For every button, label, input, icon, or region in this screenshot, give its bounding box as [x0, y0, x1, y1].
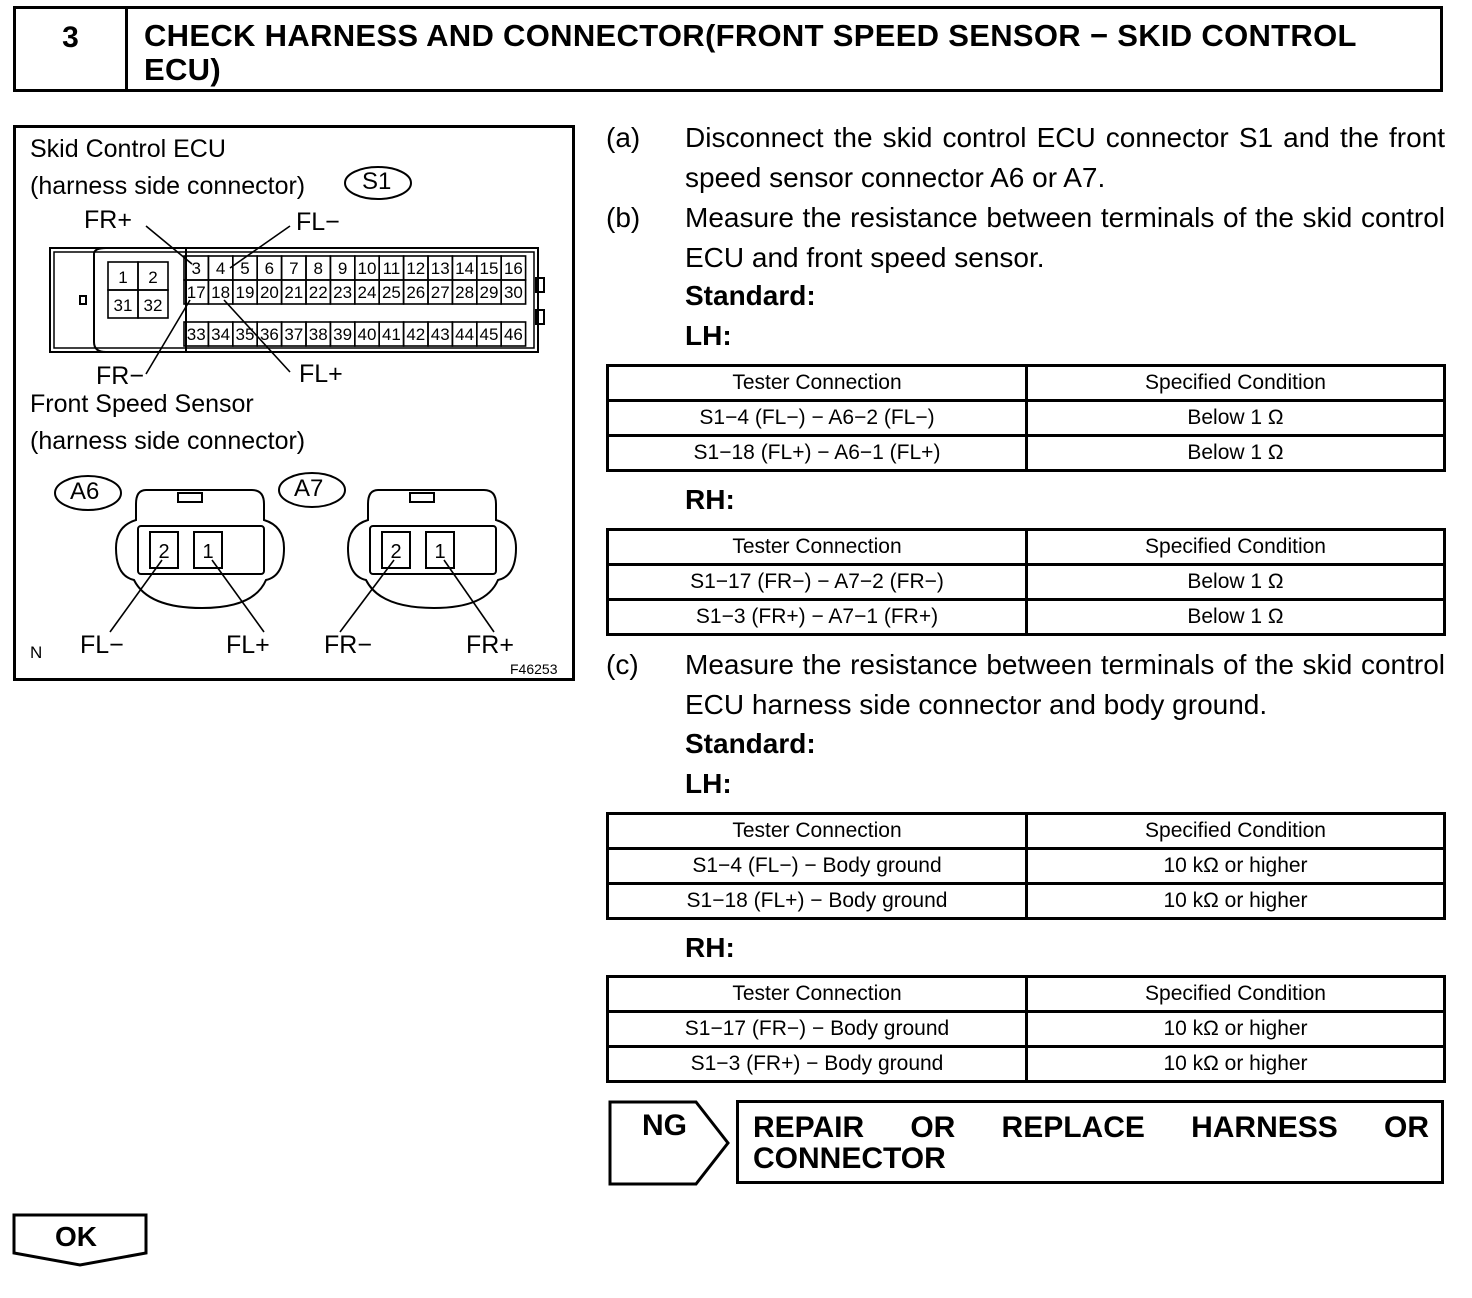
cell: S1−4 (FL−) − Body ground — [608, 849, 1027, 884]
cell: S1−4 (FL−) − A6−2 (FL−) — [608, 401, 1027, 436]
lh-label-b: LH: — [685, 320, 732, 351]
a6-pin-1: 1 — [202, 541, 214, 563]
cell: S1−3 (FR+) − A7−1 (FR+) — [608, 600, 1027, 635]
ok-arrow — [12, 1213, 152, 1274]
ecu-title: Skid Control ECU — [30, 135, 226, 163]
ecu-pin-label: 37 — [284, 325, 304, 344]
table-header-row — [608, 814, 1445, 849]
lh-label-c: LH: — [685, 768, 732, 799]
a6-pin-2: 2 — [158, 541, 170, 563]
table-header-row — [608, 977, 1445, 1012]
ecu-pin-label: 18 — [211, 283, 231, 302]
cell: Below 1 Ω — [1027, 401, 1445, 436]
table-row — [608, 401, 1445, 436]
ecu-pin-label: 16 — [503, 259, 523, 278]
fl-plus-bottom-label: FL+ — [299, 360, 343, 388]
ecu-pin-label: 40 — [357, 325, 377, 344]
ecu-pin-label: 26 — [406, 283, 426, 302]
ecu-pin-label: 14 — [455, 259, 475, 278]
ecu-pin-label: 24 — [357, 283, 377, 302]
cell: 10 kΩ or higher — [1027, 1047, 1445, 1082]
ecu-pin-label: 34 — [211, 325, 231, 344]
a6-connector — [116, 490, 284, 608]
ecu-pin-label: 25 — [381, 283, 401, 302]
table-b-lh — [606, 364, 1446, 472]
ecu-pin-label: 1 — [118, 268, 128, 287]
ecu-pin-label: 29 — [479, 283, 499, 302]
header-condition: Specified Condition — [1027, 977, 1445, 1012]
connector-diagram — [13, 125, 575, 681]
ecu-pin-label: 13 — [430, 259, 450, 278]
ecu-pin-label: 31 — [113, 296, 133, 315]
cell: Below 1 Ω — [1027, 565, 1445, 600]
a7-connector — [348, 490, 516, 608]
ecu-pin-label: 4 — [215, 259, 226, 278]
step-c-label: (c) — [606, 649, 639, 680]
rh-label-c: RH: — [685, 932, 735, 963]
cell: Below 1 Ω — [1027, 436, 1445, 471]
ecu-pin-label: 20 — [259, 283, 279, 302]
ng-action-line1 — [753, 1112, 1429, 1144]
sensor-title: Front Speed Sensor — [30, 390, 254, 418]
ecu-pin-label: 35 — [235, 325, 255, 344]
sensor-subtitle: (harness side connector) — [30, 427, 306, 455]
a6-left-label: FL− — [80, 631, 124, 659]
fr-plus-top-label: FR+ — [84, 206, 132, 234]
ecu-pin-label: 42 — [406, 325, 426, 344]
ecu-pin-label: 12 — [406, 259, 426, 278]
ecu-subtitle: (harness side connector) — [30, 172, 306, 200]
ecu-pin-label: 38 — [308, 325, 328, 344]
standard-label-c: Standard: — [685, 728, 816, 759]
header-tester: Tester Connection — [608, 814, 1027, 849]
ecu-pin-label: 41 — [381, 325, 401, 344]
ng-word: REPAIR — [753, 1111, 865, 1144]
ecu-pin-label: 23 — [333, 283, 353, 302]
header-tester: Tester Connection — [608, 977, 1027, 1012]
ecu-pin-label: 43 — [430, 325, 450, 344]
cell: 10 kΩ or higher — [1027, 849, 1445, 884]
table-row — [608, 1047, 1445, 1082]
step-title: CHECK HARNESS AND CONNECTOR(FRONT SPEED SENSOR − SKID CONTROL ECU) — [144, 18, 1357, 87]
standard-label-b: Standard: — [685, 280, 816, 311]
table-b-rh — [606, 528, 1446, 636]
header-tester: Tester Connection — [608, 366, 1027, 401]
table-row — [608, 600, 1445, 635]
table-c-lh — [606, 812, 1446, 920]
ecu-pin-label: 11 — [382, 259, 401, 278]
corner-mark: N — [30, 643, 43, 662]
ecu-pin-label: 6 — [264, 259, 275, 278]
table-row — [608, 436, 1445, 471]
a7-right-label: FR+ — [466, 631, 514, 659]
table-row — [608, 565, 1445, 600]
step-number: 3 — [16, 9, 128, 89]
table-c-rh — [606, 975, 1446, 1083]
ecu-pin-label: 33 — [186, 325, 206, 344]
ng-action-box — [736, 1100, 1444, 1184]
cell: S1−17 (FR−) − A7−2 (FR−) — [608, 565, 1027, 600]
table-row — [608, 1012, 1445, 1047]
ng-action-line2: CONNECTOR — [753, 1142, 946, 1175]
header-condition: Specified Condition — [1027, 530, 1445, 565]
step-a-label: (a) — [606, 122, 641, 153]
ecu-pin-label: 3 — [191, 259, 201, 278]
table-header-row — [608, 530, 1445, 565]
a7-label: A7 — [294, 475, 324, 502]
ecu-pin-label: 2 — [148, 268, 158, 287]
ecu-pin-label: 45 — [479, 325, 499, 344]
fr-plus-leader — [146, 226, 192, 264]
step-b-label: (b) — [606, 202, 641, 233]
table-row — [608, 849, 1445, 884]
cell: S1−17 (FR−) − Body ground — [608, 1012, 1027, 1047]
header-condition: Specified Condition — [1027, 814, 1445, 849]
cell: S1−3 (FR+) − Body ground — [608, 1047, 1027, 1082]
ecu-pin-label: 21 — [284, 283, 304, 302]
s1-label: S1 — [362, 168, 392, 195]
ng-arrow — [608, 1100, 732, 1191]
cell: S1−18 (FL+) − Body ground — [608, 884, 1027, 919]
cell: Below 1 Ω — [1027, 600, 1445, 635]
step-b-text: Measure the resistance between terminals of the skid control ECU and front speed sensor. — [685, 202, 1445, 273]
ecu-pin-label: 8 — [313, 259, 323, 278]
ecu-pin-label: 30 — [503, 283, 523, 302]
ecu-pin-label: 44 — [455, 325, 475, 344]
ng-word: HARNESS — [1191, 1111, 1338, 1144]
header-tester: Tester Connection — [608, 530, 1027, 565]
ng-word: OR — [1384, 1111, 1429, 1144]
figure-id: F46253 — [510, 661, 558, 677]
a7-left-label: FR− — [324, 631, 372, 659]
step-c-text: Measure the resistance between terminals of the skid control ECU harness side connector and body ground. — [685, 649, 1445, 720]
ecu-pin-label: 7 — [289, 259, 299, 278]
ecu-pin-label: 15 — [479, 259, 499, 278]
ecu-pin-label: 36 — [259, 325, 279, 344]
ecu-pin-label: 17 — [186, 283, 206, 302]
fl-plus-leader — [224, 300, 290, 372]
a6-label: A6 — [70, 478, 100, 505]
ecu-pin-label: 9 — [337, 259, 348, 278]
step-a-text: Disconnect the skid control ECU connector S1 and the front speed sensor connector A6 or A7. — [685, 122, 1445, 193]
rh-label-b: RH: — [685, 484, 735, 515]
a6-right-label: FL+ — [226, 631, 270, 659]
ecu-pin-label: 5 — [240, 259, 250, 278]
a7-pin-2: 2 — [390, 541, 402, 563]
ecu-pin-label: 28 — [455, 283, 475, 302]
fl-minus-top-label: FL− — [296, 208, 340, 236]
table-row — [608, 884, 1445, 919]
cell: 10 kΩ or higher — [1027, 1012, 1445, 1047]
fr-minus-bottom-label: FR− — [96, 362, 144, 390]
ng-label: NG — [642, 1109, 687, 1142]
ecu-pin-label: 46 — [503, 325, 523, 344]
table-header-row — [608, 366, 1445, 401]
ecu-pin-label: 22 — [308, 283, 328, 302]
header-condition: Specified Condition — [1027, 366, 1445, 401]
ok-label: OK — [55, 1221, 97, 1252]
ng-word: OR — [910, 1111, 956, 1144]
ecu-pin-label: 39 — [333, 325, 353, 344]
ecu-pin-label: 19 — [235, 283, 255, 302]
ng-word: REPLACE — [1001, 1111, 1145, 1144]
a7-pin-1: 1 — [434, 541, 446, 563]
cell: S1−18 (FL+) − A6−1 (FL+) — [608, 436, 1027, 471]
ecu-pin-label: 10 — [357, 259, 377, 278]
cell: 10 kΩ or higher — [1027, 884, 1445, 919]
step-header — [13, 6, 1443, 92]
ecu-pin-label: 32 — [143, 296, 163, 315]
ecu-pin-label: 27 — [430, 283, 450, 302]
